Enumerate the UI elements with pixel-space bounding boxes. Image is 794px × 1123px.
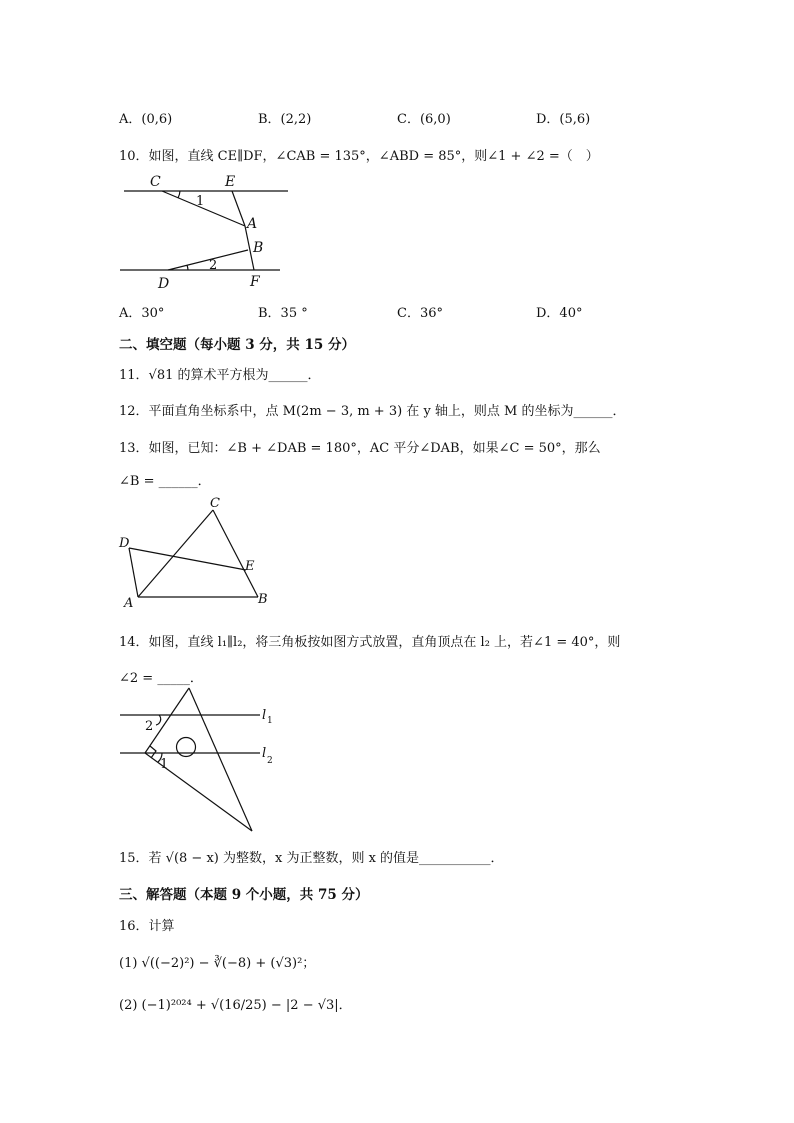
- q13-segment-ad: [129, 548, 138, 597]
- q10-label-d: D: [158, 276, 170, 292]
- q10-option-d: D．40°: [536, 306, 583, 321]
- q14-line2: ∠2 = _____．: [119, 671, 203, 686]
- q13-line2: ∠B = ______．: [119, 474, 211, 489]
- q16-part2: (2) (−1)²⁰²⁴ + √(16/25) − |2 − √3|．: [119, 998, 352, 1013]
- q10-label-angle1: 1: [196, 194, 205, 209]
- q10-label-b: B: [253, 240, 264, 256]
- q10-option-b: B．35 °: [258, 306, 308, 321]
- q14-triangle-hole: [177, 738, 196, 757]
- q14-angle2-arc: [156, 715, 161, 725]
- q12-text: 12．平面直角坐标系中，点 M(2m − 3, m + 3) 在 y 轴上，则点 M 的坐标为______．: [119, 404, 626, 419]
- q14-label-angle2: 2: [145, 719, 154, 734]
- q10-figure: [110, 170, 300, 295]
- q11-text: 11．√81 的算术平方根为______．: [119, 368, 321, 383]
- q14-right-angle-mark: [150, 746, 156, 758]
- q9-option-a: A．(0,6): [119, 112, 173, 127]
- q10-angle1-arc: [178, 191, 180, 198]
- q13-label-a: A: [124, 596, 134, 610]
- q10-stem: 10．如图，直线 CE∥DF，∠CAB = 135°，∠ABD = 85°，则∠1 + ∠2 =（ ）: [119, 149, 599, 164]
- q14-label-l2: l: [262, 746, 267, 761]
- q10-option-c: C．36°: [397, 306, 443, 321]
- q16-title: 16．计算: [119, 919, 175, 934]
- q13-segment-de: [129, 548, 246, 570]
- q15-text: 15．若 √(8 − x) 为整数，x 为正整数，则 x 的值是___________．: [119, 851, 504, 866]
- section2-title: 二、填空题（每小题 3 分，共 15 分）: [119, 337, 355, 353]
- q9-option-c: C．(6,0): [397, 112, 451, 127]
- q10-segment-db: [168, 250, 248, 270]
- q14-line1: 14．如图，直线 l₁∥l₂，将三角板按如图方式放置，直角顶点在 l₂ 上，若∠1 = 40°，则: [119, 635, 621, 650]
- q13-label-b: B: [258, 592, 268, 607]
- q10-label-f: F: [250, 274, 260, 290]
- q14-label-l1-sub: 1: [267, 716, 273, 726]
- q10-label-angle2: 2: [209, 258, 218, 273]
- q10-angle2-arc: [187, 265, 188, 270]
- q10-option-a: A．30°: [119, 306, 165, 321]
- q14-label-angle1: 1: [160, 757, 169, 772]
- q14-figure: [112, 685, 287, 835]
- q16-part1: (1) √((−2)²) − ∛(−8) + (√3)²；: [119, 956, 316, 971]
- q14-triangle-side-2: [189, 688, 252, 831]
- q9-option-d: D．(5,6): [536, 112, 591, 127]
- q13-label-c: C: [210, 496, 220, 511]
- q14-label-l1: l: [262, 708, 267, 723]
- q10-label-c: C: [150, 174, 161, 190]
- q9-option-b: B．(2,2): [258, 112, 312, 127]
- q13-segment-cb: [213, 510, 258, 597]
- q13-segment-ac: [138, 510, 213, 597]
- q13-label-d: D: [119, 536, 130, 551]
- q13-label-e: E: [245, 559, 255, 574]
- q10-label-a: A: [247, 216, 258, 232]
- q13-line1: 13．如图，已知：∠B + ∠DAB = 180°，AC 平分∠DAB，如果∠C = 50°，那么: [119, 441, 601, 456]
- q10-label-e: E: [225, 174, 236, 190]
- section3-title: 三、解答题（本题 9 个小题，共 75 分）: [119, 887, 369, 903]
- q14-label-l2-sub: 2: [267, 756, 273, 766]
- q13-figure: [112, 492, 282, 610]
